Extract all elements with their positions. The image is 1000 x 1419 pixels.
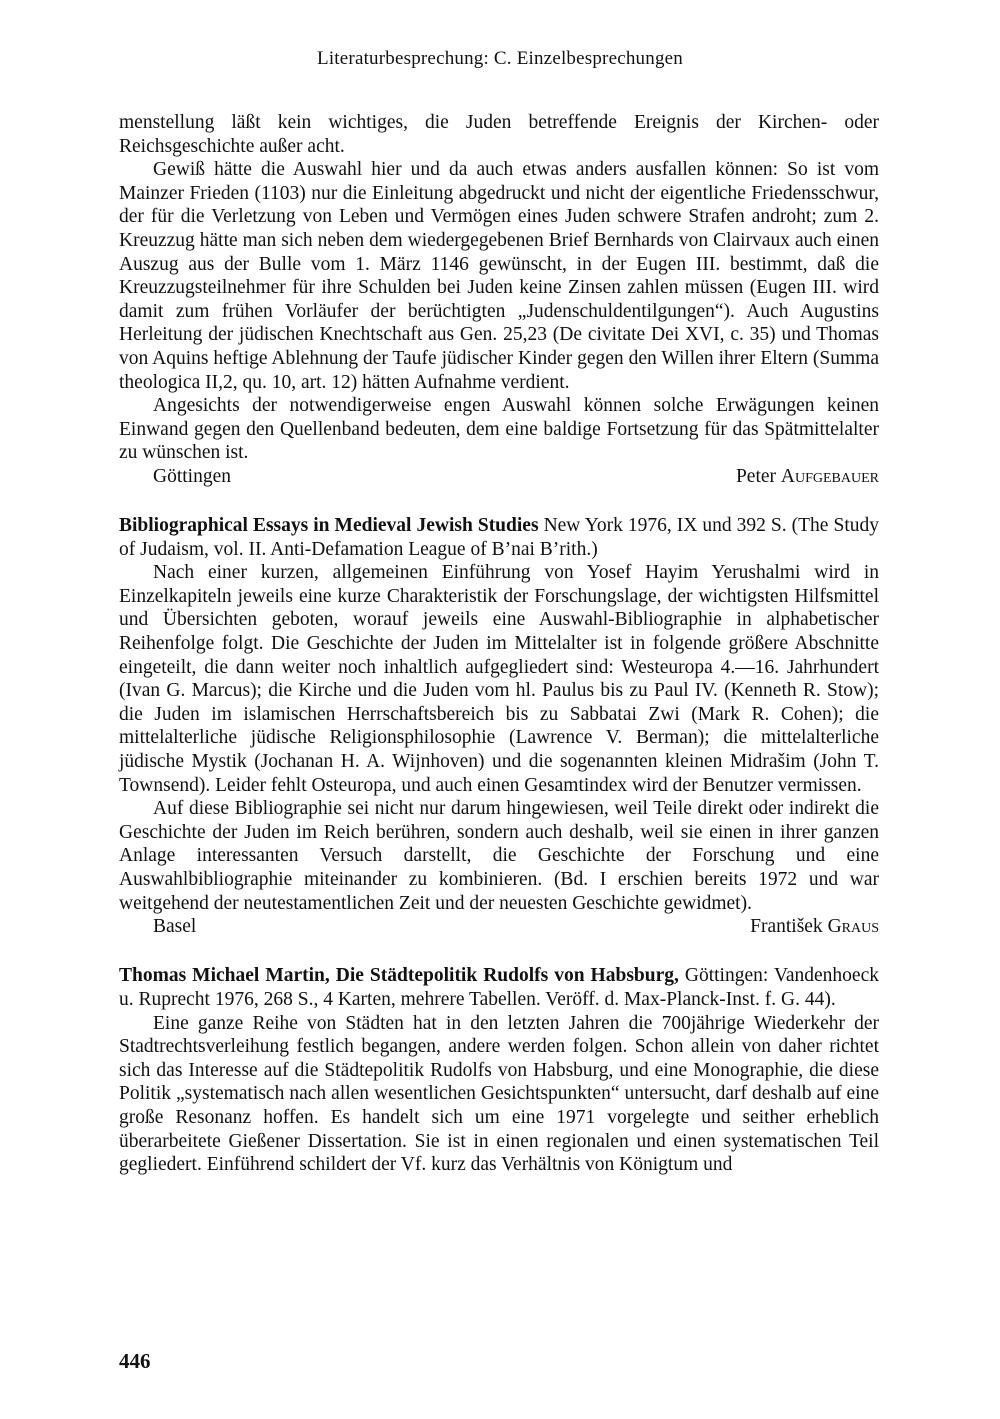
review1-paragraph-3: Angesichts der notwendigerweise engen Auswahl können solche Erwägungen keinen Einwand gegen den Quellenband bedeuten, dem eine baldige Fortsetzung für das Spätmittelalter zu wünschen ist. bbox=[119, 395, 879, 464]
review1-author-last: Aufgebauer bbox=[780, 465, 879, 487]
review1-author-first: Peter bbox=[735, 465, 777, 487]
review1-author bbox=[736, 465, 879, 489]
review2-author bbox=[750, 915, 879, 939]
review2-citation: New York 1976, IX und 392 S. (The Study of Judaism, vol. II. Anti-Defamation League of B’nai B’rith.) bbox=[119, 515, 880, 560]
review3-title: Thomas Michael Martin, Die Städtepolitik Rudolfs von Habsburg, bbox=[119, 965, 679, 987]
review1-paragraph-2: Gewiß hätte die Auswahl hier und da auch etwas anders ausfallen können: So ist vom Mainzer Frieden (1103) nur die Einleitung abgedruckt und nicht der eigentliche Friedensschwur, der für die Verletzung von Leben und Vermögen eines Juden schwere Strafen androht; zum 2. Kreuzzug hätte man sich neben dem wiedergegebenen Brief Bernhards von Clairvaux auch einen Auszug aus der Bulle vom 1. März 1146 gewünscht, in der Eugen III. bestimmt, daß die Kreuzzugsteilnehmer für ihre Schulden bei Juden keine Zinsen zahlen müssen (Eugen III. wird damit zum frühen Vorläufer der berüchtigten „Judenschuldentilgungen“). Auch Augustins Herleitung der jüdischen Knechtschaft aus Gen. 25,23 (De civitate Dei XVI, c. 35) und Thomas von Aquins heftige Ablehnung der Taufe jüdischer Kinder gegen den Willen ihrer Eltern (Summa theologica II,2, qu. 10, art. 12) hätten Aufnahme verdient. bbox=[119, 159, 879, 393]
review3-paragraph-1: Eine ganze Reihe von Städten hat in den letzten Jahren die 700jährige Wiederkehr der Stadtrechtsverleihung festlich begangen, andere werden folgen. Schon allein von daher richtet sich das Interesse auf die Städtepolitik Rudolfs von Habsburg, und eine Monographie, die diese Politik „systematisch nach allen wesentlichen Gesichtspunkten“ untersucht, darf deshalb auf eine große Resonanz hoffen. Es handelt sich um eine 1971 vorgelegte und seither erheblich überarbeitete Gießener Dissertation. Sie ist in einen regionalen und einen systematischen Teil gegliedert. Einführend schildert der Vf. kurz das Verhältnis von Königtum und bbox=[119, 1012, 879, 1176]
page-number: 446 bbox=[119, 1349, 151, 1373]
review2-signature bbox=[119, 915, 879, 939]
review1-paragraph-1: menstellung läßt kein wichtiges, die Juden betreffende Ereignis der Kirchen- oder Reichsgeschichte außer acht. bbox=[119, 112, 879, 157]
review2-author-last: Graus bbox=[827, 916, 879, 938]
section-gap bbox=[119, 489, 879, 513]
review2-author-first: František bbox=[750, 916, 823, 938]
section-gap bbox=[119, 939, 879, 963]
review1-place: Göttingen bbox=[153, 465, 231, 487]
review2-heading bbox=[119, 514, 879, 561]
review3-heading bbox=[119, 964, 879, 1011]
review2-title: Bibliographical Essays in Medieval Jewish Studies bbox=[119, 515, 539, 537]
review1-signature bbox=[119, 465, 879, 489]
review3-citation: Göttingen: Vandenhoeck u. Ruprecht 1976, 268 S., 4 Karten, mehrere Tabellen. Veröff. d. Max-Planck-Inst. f. G. 44). bbox=[119, 965, 879, 1010]
review2-paragraph-1: Nach einer kurzen, allgemeinen Einführung von Yosef Hayim Yerushalmi wird in Einzelkapiteln jeweils eine kurze Charakteristik der Forschungslage, der wichtigsten Hilfsmittel und Übersichten geboten, worauf jeweils eine Auswahl-Bibliographie in alphabetischer Reihenfolge folgt. Die Geschichte der Juden im Mittelalter ist in folgende größere Abschnitte eingeteilt, die dann weiter noch inhaltlich aufgegliedert sind: Westeuropa 4.—16. Jahrhundert (Ivan G. Marcus); die Kirche und die Juden vom hl. Paulus bis zu Paul IV. (Kenneth R. Stow); die Juden im islamischen Herrschaftsbereich bis zu Sabbatai Zwi (Mark R. Cohen); die mittelalterliche jüdische Religionsphilosophie (Lawrence V. Berman); die mittelalterliche jüdische Mystik (Jochanan H. A. Wijnhoven) und die sogenannten kleinen Midrašim (John T. Townsend). Leider fehlt Osteuropa, und auch einen Gesamtindex wird der Benutzer vermissen. bbox=[119, 562, 879, 796]
text-column bbox=[119, 111, 879, 1177]
review2-place: Basel bbox=[153, 916, 197, 938]
review2-paragraph-2: Auf diese Bibliographie sei nicht nur darum hingewiesen, weil Teile direkt oder indirekt die Geschichte der Juden im Reich berühren, sondern auch deshalb, weil sie einen in ihrer ganzen Anlage interessanten Versuch darstellt, die Geschichte der Forschung und eine Auswahlbibliographie miteinander zu kombinieren. (Bd. I erschien bereits 1972 und war weitgehend der neutestamentlichen Zeit und der neuesten Geschichte gewidmet). bbox=[119, 798, 879, 914]
running-head: Literaturbesprechung: C. Einzelbesprechungen bbox=[317, 48, 683, 69]
